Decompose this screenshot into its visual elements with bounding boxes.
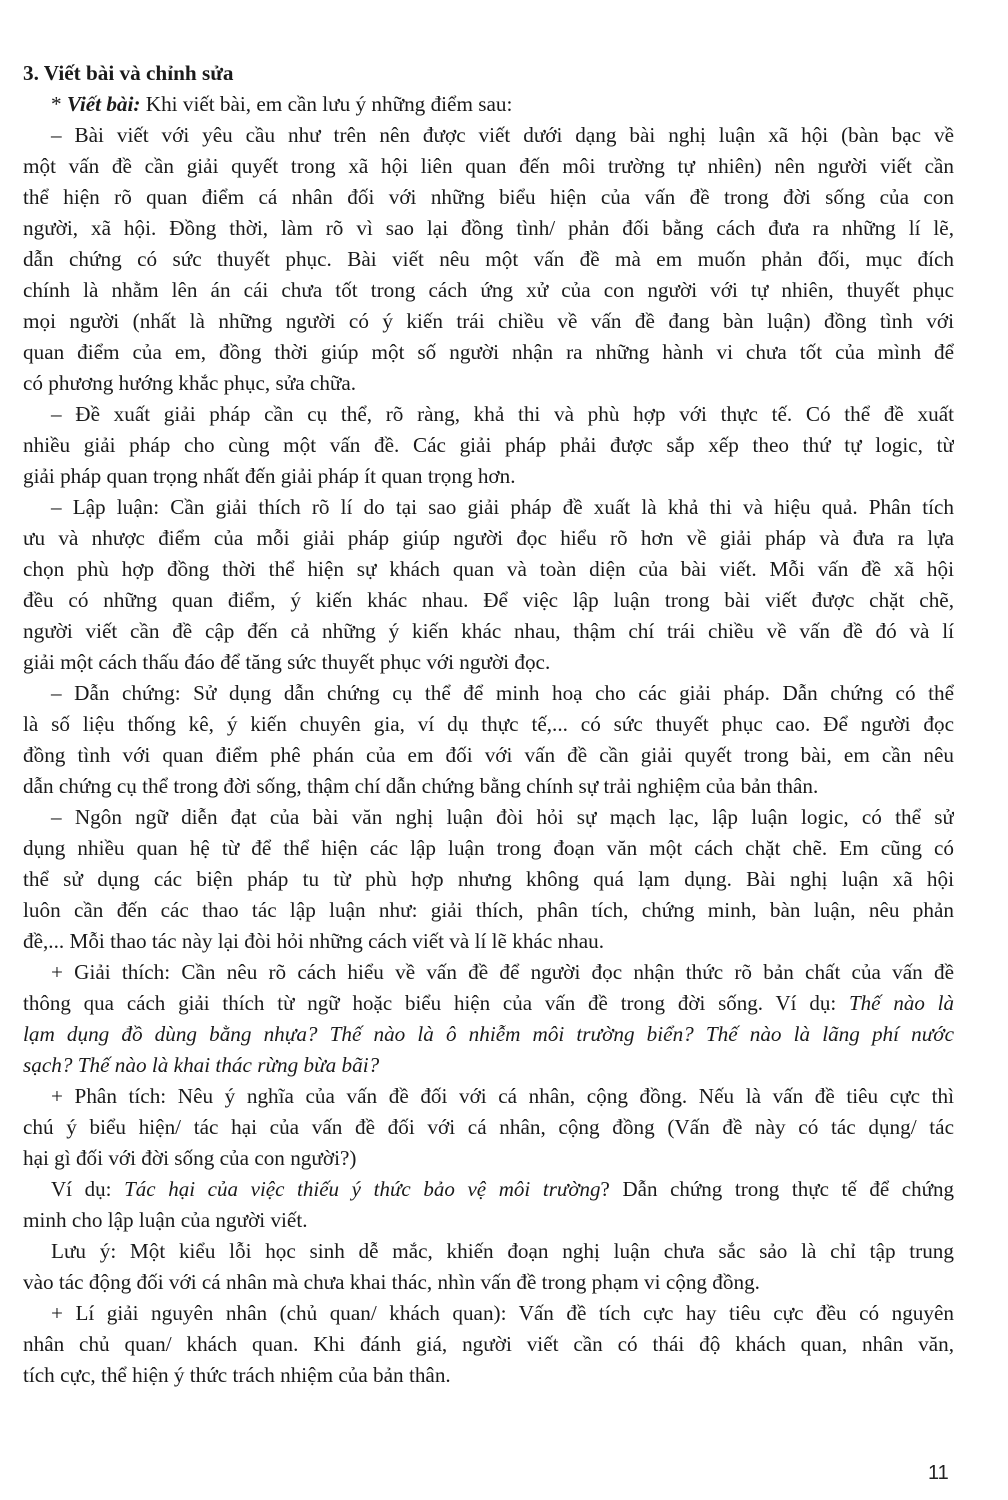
text-line: người viết cần đề cập đến cả những ý kiến khác nhau, thậm chí trái chiều về vấn đề đó và lí xyxy=(23,619,954,643)
text-line: dẫn chứng cụ thể trong đời sống, thậm chí dẫn chứng bằng chính sự trải nghiệm của bản thân. xyxy=(23,774,819,798)
example-suffix: ? Dẫn chứng trong thực tế để chứng xyxy=(600,1177,954,1201)
text-line: thể sử dụng các biện pháp tu từ phù hợp nhưng không quá lạm dụng. Bài nghị luận xã hội xyxy=(23,867,954,891)
text-line: là số liệu thống kê, ý kiến chuyên gia, ví dụ thực tế,... có sức thuyết phục cao. Để người đọc xyxy=(23,712,954,736)
text-line: tích cực, thể hiện ý thức trách nhiệm của bản thân. xyxy=(23,1363,451,1387)
text-line: chọn phù hợp đồng thời thể hiện sự khách quan và toàn diện của bài viết. Mỗi vấn đề xã hội xyxy=(23,557,954,581)
body-paragraphs xyxy=(23,120,954,957)
explain-italic: Thế nào là xyxy=(849,991,954,1015)
section-heading: 3. Viết bài và chỉnh sửa xyxy=(23,61,234,85)
text-line: dẫn chứng có sức thuyết phục. Bài viết nêu một vấn đề mà em muốn phản đối, mục đích xyxy=(23,247,954,271)
paragraph-note xyxy=(23,1236,954,1298)
intro-line xyxy=(23,89,954,120)
text-line: + Phân tích: Nêu ý nghĩa của vấn đề đối với cá nhân, cộng đồng. Nếu là vấn đề tiêu cực thì xyxy=(51,1084,954,1108)
intro-text: Khi viết bài, em cần lưu ý những điểm sau: xyxy=(140,92,513,116)
text-line: vào tác động đối với cá nhân mà chưa khai thác, nhìn vấn đề trong phạm vi cộng đồng. xyxy=(23,1270,760,1294)
text-line: minh cho lập luận của người viết. xyxy=(23,1208,308,1232)
text-line: dụng nhiều quan hệ từ để thể hiện các lập luận trong đoạn văn một cách chặt chẽ. Em cũng có xyxy=(23,836,954,860)
text-line: + Lí giải nguyên nhân (chủ quan/ khách quan): Vấn đề tích cực hay tiêu cực đều có nguyên xyxy=(51,1301,954,1325)
paragraph xyxy=(23,802,954,957)
page-number: 11 xyxy=(928,1462,949,1484)
text-line: có phương hướng khắc phục, sửa chữa. xyxy=(23,371,357,395)
text-line: đề,... Mỗi thao tác này lại đòi hỏi những cách viết và lí lẽ khác nhau. xyxy=(23,929,605,953)
text-line: nhân chủ quan/ khách quan. Khi đánh giá, người viết cần có thái độ khách quan, nhân văn, xyxy=(23,1332,954,1356)
text-line: một vấn đề cần giải quyết trong xã hội liên quan đến môi trường tự nhiên) nên người viết cần xyxy=(23,154,954,178)
paragraph xyxy=(23,399,954,492)
document-page xyxy=(23,58,954,1391)
paragraph-explain xyxy=(23,957,954,1081)
text-line: – Dẫn chứng: Sử dụng dẫn chứng cụ thể để minh hoạ cho các giải pháp. Dẫn chứng có thể xyxy=(51,681,954,705)
text-line: đồng tình với quan điểm phê phán của em đối với vấn đề cần giải quyết trong bài, em cần nêu xyxy=(23,743,954,767)
text-line: – Đề xuất giải pháp cần cụ thể, rõ ràng, khả thi và phù hợp với thực tế. Có thể đề xuất xyxy=(51,402,954,426)
text-line: chính là nhằm lên án cái chưa tốt trong cách ứng xử của con người với tự nhiên, thuyết phục xyxy=(23,278,954,302)
text-line: chú ý biểu hiện/ tác hại của vấn đề đối với cá nhân, cộng đồng (Vấn đề này có tác dụng/ tác xyxy=(23,1115,954,1139)
text-line: mọi người (nhất là những người có ý kiến trái chiều về vấn đề đang bàn luận) đồng tình với xyxy=(23,309,954,333)
intro-label: Viết bài: xyxy=(66,92,141,116)
explain-italic: sạch? Thế nào là khai thác rừng bừa bãi? xyxy=(23,1053,380,1077)
text-line: giải một cách thấu đáo để tăng sức thuyết phục với người đọc. xyxy=(23,650,551,674)
paragraph-example xyxy=(23,1174,954,1236)
text-line xyxy=(23,1019,954,1050)
example-prefix: Ví dụ: xyxy=(51,1177,125,1201)
text-line: – Ngôn ngữ diễn đạt của bài văn nghị luận đòi hỏi sự mạch lạc, lập luận logic, có thể sử xyxy=(51,805,954,829)
text-line: – Bài viết với yêu cầu như trên nên được viết dưới dạng bài nghị luận xã hội (bàn bạc về xyxy=(51,123,954,147)
text-line: đều có những quan điểm, ý kiến khác nhau. Để việc lập luận trong bài viết được chặt chẽ, xyxy=(23,588,954,612)
text-line: – Lập luận: Cần giải thích rõ lí do tại sao giải pháp đề xuất là khả thi và hiệu quả. Phân tích xyxy=(51,495,954,519)
text-line: ưu và nhược điểm của mỗi giải pháp giúp người đọc hiểu rõ hơn về giải pháp và đưa ra lựa xyxy=(23,526,954,550)
paragraph xyxy=(23,678,954,802)
text-line: nhiều giải pháp cho cùng một vấn đề. Các giải pháp phải được sắp xếp theo thứ tự logic, từ xyxy=(23,433,954,457)
text-line xyxy=(23,1050,954,1081)
text-line: Lưu ý: Một kiểu lỗi học sinh dễ mắc, khiến đoạn nghị luận chưa sắc sảo là chỉ tập trung xyxy=(51,1239,954,1263)
paragraph-cause xyxy=(23,1298,954,1391)
intro-marker: * xyxy=(51,92,67,116)
text-line: hại gì đối với đời sống của con người?) xyxy=(23,1146,357,1170)
explain-italic: lạm dụng đồ dùng bằng nhựa? Thế nào là ô nhiễm môi trường biển? Thế nào là lãng phí nước xyxy=(23,1022,954,1046)
paragraph xyxy=(23,492,954,678)
paragraph xyxy=(23,120,954,399)
text-line xyxy=(23,988,954,1019)
paragraph-analysis xyxy=(23,1081,954,1174)
text-line xyxy=(23,1174,954,1205)
text-line: người, xã hội. Đồng thời, làm rõ vì sao lại đồng tình/ phản đối bằng cách đưa ra những lí lẽ, xyxy=(23,216,954,240)
text-line: luôn cần đến các thao tác lập luận như: giải thích, phân tích, chứng minh, bàn luận, nêu phản xyxy=(23,898,954,922)
text-line: giải pháp quan trọng nhất đến giải pháp ít quan trọng hơn. xyxy=(23,464,516,488)
text-line: + Giải thích: Cần nêu rõ cách hiểu về vấn đề để người đọc nhận thức rõ bản chất của vấn đề xyxy=(51,960,954,984)
text-line: thể hiện rõ quan điểm cá nhân đối với những biểu hiện của vấn đề trong đời sống của con xyxy=(23,185,954,209)
explain-plain: thông qua cách giải thích từ ngữ hoặc biểu hiện của vấn đề trong đời sống. Ví dụ: xyxy=(23,991,849,1015)
example-italic: Tác hại của việc thiếu ý thức bảo vệ môi trường xyxy=(124,1177,601,1201)
text-line: quan điểm của em, đồng thời giúp một số người nhận ra những hành vi chưa tốt của mình để xyxy=(23,340,954,364)
